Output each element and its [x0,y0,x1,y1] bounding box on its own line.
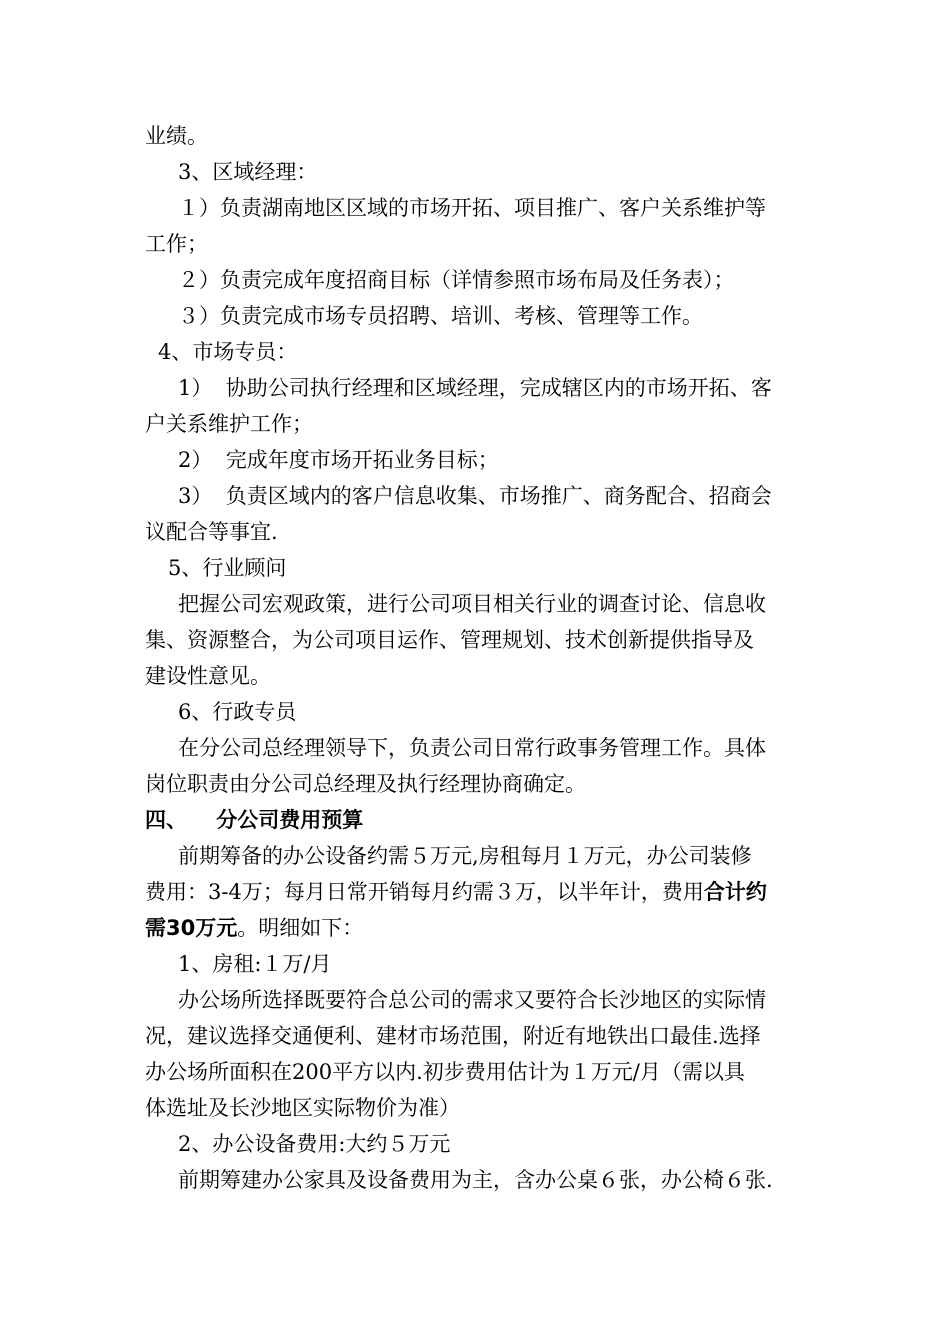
text-run: 。明细如下： [237,916,364,940]
text-line: 况，建议选择交通便利、建材市场范围，附近有地铁出口最佳.选择 [145,1024,761,1048]
text-line: 3） 负责区域内的客户信息收集、市场推广、商务配合、招商会 [178,484,772,508]
section-heading-admin-specialist: 6、行政专员 [178,700,297,724]
text-line: 前期筹备的办公设备约需５万元,房租每月１万元，办公司装修 [178,844,752,868]
text-line: 建设性意见。 [145,664,271,688]
text-line: 议配合等事宜. [145,520,278,544]
text-line: ３）负责完成市场专员招聘、培训、考核、管理等工作。 [178,304,703,328]
text-line: 2） 完成年度市场开拓业务目标； [178,448,499,472]
text-line: 前期筹建办公家具及设备费用为主，含办公桌６张，办公椅６张. [178,1168,773,1192]
text-line [145,878,767,906]
section-heading-budget: 四、 分公司费用预算 [145,808,364,832]
text-line: 1） 协助公司执行经理和区域经理，完成辖区内的市场开拓、客 [178,376,772,400]
subheading-rent: 1、房租:１万/月 [178,952,332,976]
text-line: 办公场所面积在200平方以内.初步费用估计为１万元/月（需以具 [145,1060,745,1084]
text-run: 费用：3-4万；每月日常开销每月约需３万，以半年计，费用 [145,880,704,904]
text-line: 集、资源整合，为公司项目运作、管理规划、技术创新提供指导及 [145,628,754,652]
bold-run: 合计约 [703,880,767,904]
text-line: １）负责湖南地区区域的市场开拓、项目推广、客户关系维护等 [178,196,766,220]
subheading-office-equipment: 2、办公设备费用:大约５万元 [178,1132,451,1156]
text-line [145,914,363,942]
text-line: 体选址及长沙地区实际物价为准） [145,1096,460,1120]
text-line: 办公场所选择既要符合总公司的需求又要符合长沙地区的实际情 [178,988,766,1012]
text-line: 工作； [145,232,208,256]
text-line: 岗位职责由分公司总经理及执行经理协商确定。 [145,772,586,796]
text-line: 把握公司宏观政策，进行公司项目相关行业的调查讨论、信息收 [178,592,766,616]
text-line: 在分公司总经理领导下，负责公司日常行政事务管理工作。具体 [178,736,766,760]
bold-run: 需30万元 [145,916,238,940]
section-heading-market-specialist: 4、市场专员： [158,340,298,364]
text-line: 户关系维护工作； [145,412,313,436]
text-line: ２）负责完成年度招商目标（详情参照市场布局及任务表）； [178,268,735,292]
section-heading-regional-manager: 3、区域经理： [178,160,318,184]
section-heading-industry-advisor: 5、行业顾问 [168,556,287,580]
text-line: 业绩。 [145,124,208,148]
